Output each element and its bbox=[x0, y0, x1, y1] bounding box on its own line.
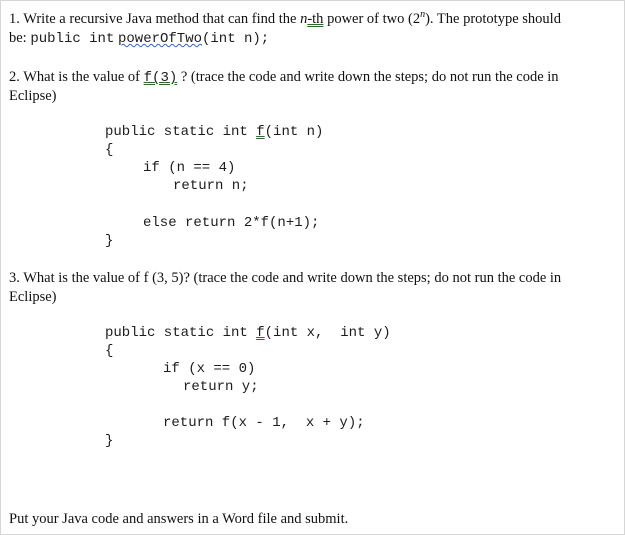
question-1-line2 bbox=[9, 29, 619, 49]
q1-code-function-name: powerOfTwo bbox=[117, 31, 202, 47]
q2-code-close-brace: } bbox=[105, 233, 114, 249]
q1-code-type: public int bbox=[30, 31, 115, 47]
q1-text-a: Write a recursive Java method that can find the bbox=[23, 11, 297, 27]
q1-exponent: n bbox=[420, 9, 426, 21]
q1-text-b: power of two (2 bbox=[327, 11, 421, 27]
q3-code-open-brace: { bbox=[105, 343, 114, 359]
submission-instruction: Put your Java code and answers in a Word file and submit. bbox=[9, 511, 349, 527]
q1-th: -th bbox=[307, 11, 324, 27]
question-2 bbox=[9, 68, 619, 88]
q2-code-open-brace: { bbox=[105, 142, 114, 158]
question-1 bbox=[9, 10, 619, 29]
q1-be: be: bbox=[9, 30, 27, 46]
q2-sig-type: public static int bbox=[105, 124, 248, 140]
q3-sig-type: public static int bbox=[105, 325, 248, 341]
q3-code-return-y: return y; bbox=[183, 379, 259, 395]
q3-number: 3. bbox=[9, 270, 20, 286]
question-3 bbox=[9, 269, 619, 288]
q2-sig-params: (int n) bbox=[264, 124, 324, 140]
q2-code-if: if (n == 4) bbox=[143, 160, 236, 176]
q2-code-signature bbox=[105, 123, 323, 141]
question-3-line2: Eclipse) bbox=[9, 289, 57, 305]
q3-text: What is the value of f (3, 5)? (trace the code and write down the steps; do not run the code in bbox=[23, 270, 562, 286]
q1-text-c: ). The prototype should bbox=[425, 11, 561, 27]
q3-code-signature bbox=[105, 324, 391, 342]
q3-code-close-brace: } bbox=[105, 433, 114, 449]
q2-code-return: return n; bbox=[173, 178, 249, 194]
q2-number: 2. bbox=[9, 69, 20, 85]
q2-call: f(3) bbox=[143, 70, 178, 86]
q3-sig-params: (int x, int y) bbox=[264, 325, 391, 341]
q1-var-n: n bbox=[300, 11, 308, 27]
q3-sig-f: f bbox=[256, 325, 265, 341]
q1-number: 1. bbox=[9, 11, 20, 27]
q2-text-b: ? (trace the code and write down the steps; do not run the code in bbox=[180, 69, 559, 85]
q3-code-return-recursive: return f(x - 1, x + y); bbox=[163, 415, 365, 431]
q2-text-a: What is the value of bbox=[23, 69, 141, 85]
q2-sig-f: f bbox=[256, 124, 265, 140]
question-2-line2: Eclipse) bbox=[9, 88, 57, 104]
q3-code-if: if (x == 0) bbox=[163, 361, 256, 377]
q2-code-else: else return 2*f(n+1); bbox=[143, 215, 320, 231]
q1-code-params: (int n); bbox=[202, 31, 270, 47]
